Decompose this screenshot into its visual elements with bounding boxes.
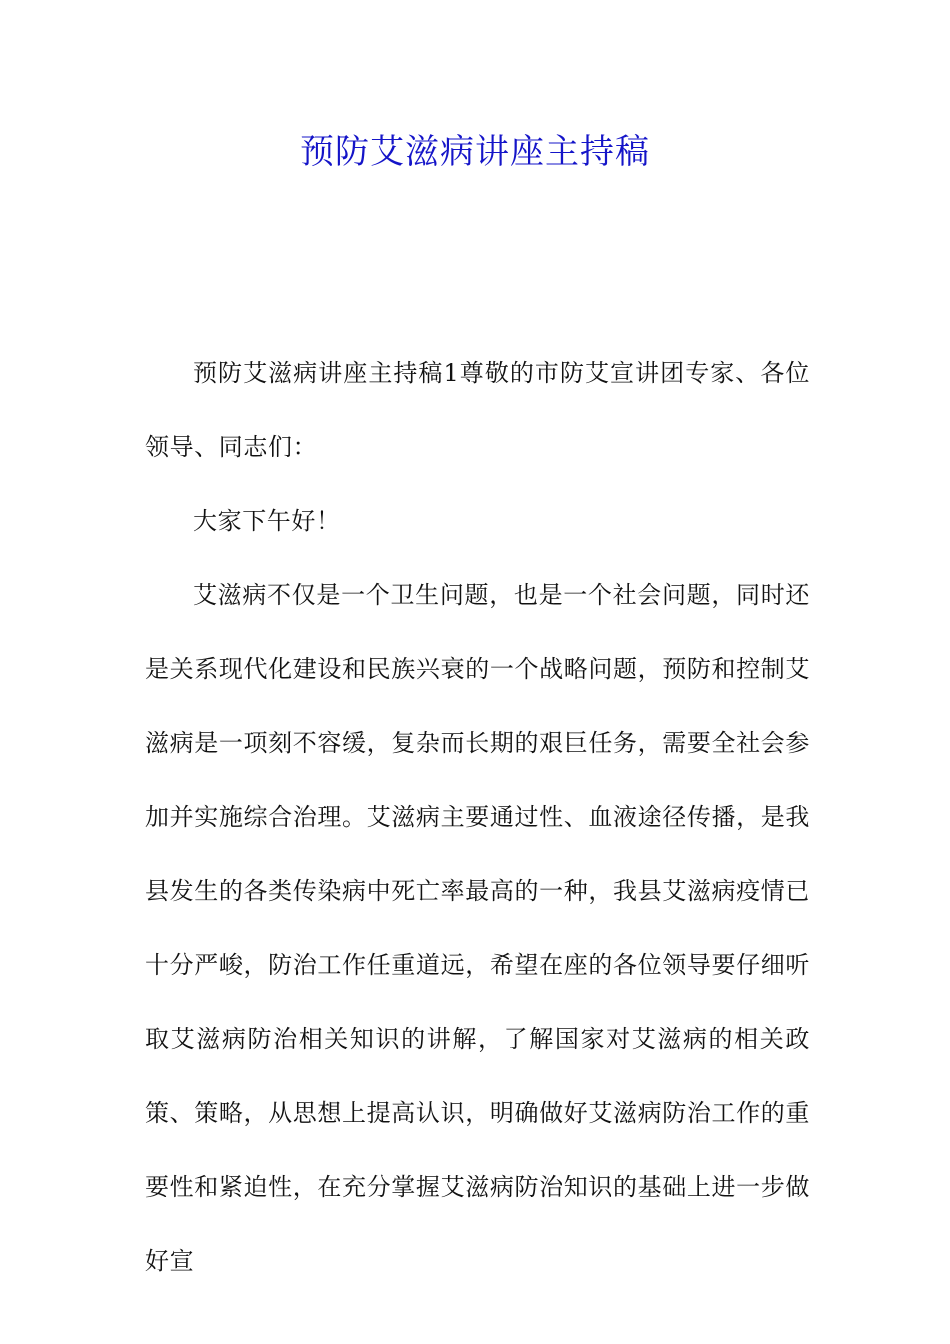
paragraph-main: 艾滋病不仅是一个卫生问题，也是一个社会问题，同时还是关系现代化建设和民族兴衰的一个战略问题，预防和控制艾滋病是一项刻不容缓，复杂而长期的艰巨任务，需要全社会参加并实施综合治理。艾滋病主要通过性、血液途径传播，是我县发生的各类传染病中死亡率最高的一种，我县艾滋病疫情已十分严峻，防治工作任重道远，希望在座的各位领导要仔细听取艾滋病防治相关知识的讲解，了解国家对艾滋病的相关政策、策略，从思想上提高认识，明确做好艾滋病防治工作的重要性和紧迫性，在充分掌握艾滋病防治知识的基础上进一步做好宣	[145, 581, 810, 1275]
document-title: 预防艾滋病讲座主持稿	[300, 132, 650, 172]
document-body	[145, 336, 810, 1298]
paragraph-greeting: 预防艾滋病讲座主持稿1尊敬的市防艾宣讲团专家、各位领导、同志们：	[145, 359, 810, 461]
paragraph-salutation: 大家下午好！	[193, 507, 341, 535]
